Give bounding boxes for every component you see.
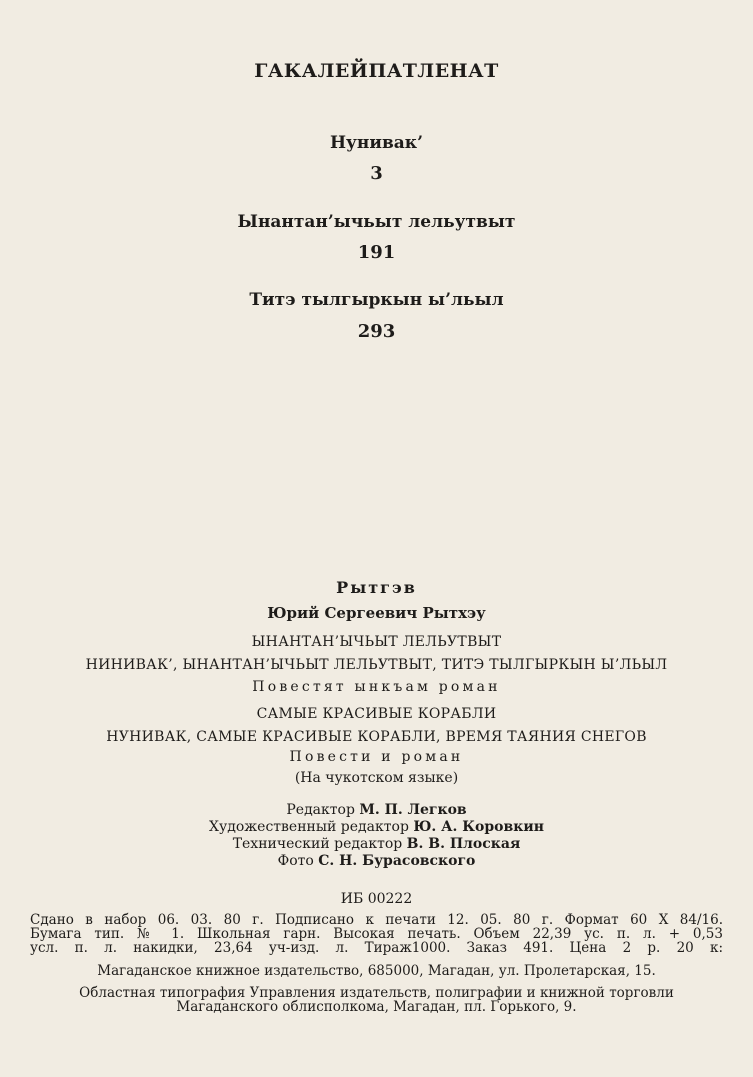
credit-person: М. П. Легков [359,802,467,818]
contents-title: ГАКАЛЕЙПАТЛЕНАТ [254,60,499,82]
printer-line: Магаданского облисполкома, Магадан, пл. Горького, 9. [176,999,577,1015]
credit-role: Фото [277,853,314,869]
author-short-name: Рытгэв [336,578,417,597]
credit-role: Редактор [286,802,355,818]
russian-contents-line: НУНИВАК, САМЫЕ КРАСИВЫЕ КОРАБЛИ, ВРЕМЯ ТАЯНИЯ СНЕГОВ [106,729,647,745]
chukchi-genre: Повестят ынкъам роман [252,679,501,695]
toc-entry-name: Титэ тылгыркын ы’льыл [249,290,504,310]
credit-photo [0,853,753,869]
chukchi-contents-line: НИНИВАК’, ЫНАНТАН’ЫЧЬЫТ ЛЕЛЬУТВЫТ, ТИТЭ ТЫЛГЫРКЫН Ы’ЛЬЫЛ [85,657,668,673]
publisher-address: Магаданское книжное издательство, 685000, Магадан, ул. Пролетарская, 15. [97,963,656,979]
toc-entry-page: 3 [370,163,383,184]
toc-entry-name: Нунивак’ [329,133,424,153]
imprint-line: Сдано в набор 06. 03. 80 г. Подписано к печати 12. 05. 80 г. Формат 60 X 84/16. [30,912,723,928]
ib-number: ИБ 00222 [340,891,413,907]
credit-role: Художественный редактор [209,819,409,835]
toc-entry-page: 191 [357,242,396,263]
russian-book-title: САМЫЕ КРАСИВЫЕ КОРАБЛИ [256,706,497,722]
author-full-name: Юрий Сергеевич Рытхэу [267,604,486,622]
credit-tech-editor [0,836,753,852]
credit-role: Технический редактор [232,836,403,852]
toc-entry-page: 293 [357,321,396,342]
chukchi-book-title: ЫНАНТАН’ЫЧЬЫТ ЛЕЛЬУТВЫТ [251,634,502,650]
credit-editor [0,802,753,818]
credit-person: С. Н. Бурасовского [318,853,476,869]
credit-art-editor [0,819,753,835]
toc-entry-name: Ынантан’ычьыт лельутвыт [237,212,516,232]
language-note: (На чукотском языке) [294,770,459,786]
credit-person: Ю. А. Коровкин [413,819,544,835]
imprint-line: Бумага тип. № 1. Школьная гарн. Высокая печать. Объем 22,39 ус. п. л. + 0,53 [30,926,723,942]
imprint-line: усл. п. л. накидки, 23,64 уч-изд. л. Тираж1000. Заказ 491. Цена 2 р. 20 к: [30,940,723,956]
printer-line: Областная типография Управления издательств, полиграфии и книжной торговли [79,985,674,1001]
russian-genre: Повести и роман [289,749,464,765]
credit-person: В. В. Плоская [406,836,521,852]
